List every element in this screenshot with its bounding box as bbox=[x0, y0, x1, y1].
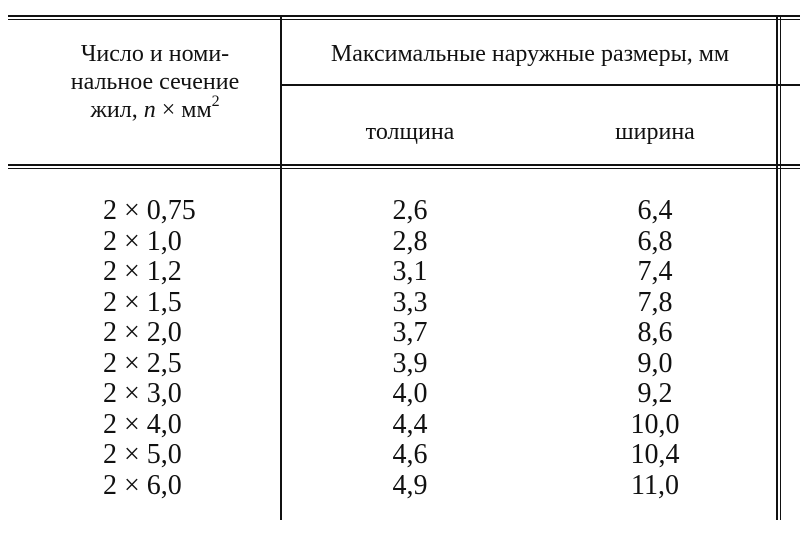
table-cell-width: 11,0 bbox=[631, 469, 679, 501]
section-column bbox=[103, 196, 273, 501]
table-cell-section: 2 × 4,0 bbox=[103, 408, 182, 440]
table-cell-thickness: 3,7 bbox=[392, 317, 428, 348]
width-column bbox=[600, 196, 710, 501]
table-cell-section: 2 × 3,0 bbox=[103, 378, 182, 409]
table-cell-thickness: 4,6 bbox=[392, 439, 428, 470]
table-cell-section: 2 × 1,5 bbox=[103, 286, 182, 318]
header-bottom-rule bbox=[8, 164, 800, 166]
table-cell-section: 2 × 0,75 bbox=[103, 195, 196, 226]
table-cell-section: 2 × 1,2 bbox=[103, 256, 182, 287]
table-cell-thickness: 2,8 bbox=[392, 225, 428, 257]
table-cell-width: 9,0 bbox=[637, 347, 673, 379]
table-cell-width: 7,8 bbox=[637, 286, 673, 318]
header-bottom-rule-inner bbox=[8, 168, 800, 169]
column-header-thickness: толщина bbox=[365, 119, 455, 145]
table-cell-thickness: 4,4 bbox=[392, 408, 428, 440]
group-header-rule bbox=[281, 84, 800, 86]
column-header-line-3-unit: × мм bbox=[155, 97, 212, 123]
table-cell-section: 2 × 2,5 bbox=[103, 347, 182, 379]
table-cell-thickness: 3,9 bbox=[392, 347, 428, 379]
table-cell-section: 2 × 6,0 bbox=[103, 469, 182, 501]
table-cell-thickness: 3,1 bbox=[392, 256, 428, 287]
table-cell-thickness: 4,0 bbox=[392, 378, 428, 409]
table-cell-thickness: 2,6 bbox=[392, 195, 428, 226]
table-cell-width: 10,4 bbox=[630, 439, 680, 470]
table-cell-section: 2 × 1,0 bbox=[103, 225, 182, 257]
column-header-line-3 bbox=[40, 93, 270, 124]
table-cell-section: 2 × 2,0 bbox=[103, 317, 182, 348]
column-header-width: ширина bbox=[615, 119, 695, 145]
table-cell-thickness: 3,3 bbox=[392, 286, 428, 318]
table-cell-width: 7,4 bbox=[637, 256, 673, 287]
column-divider-2 bbox=[776, 17, 778, 520]
column-header-line-2: нальное сечение bbox=[70, 69, 240, 95]
column-header-line-1: Число и номи- bbox=[80, 41, 230, 67]
table-cell-width: 6,4 bbox=[637, 195, 673, 226]
column-header-superscript: 2 bbox=[211, 93, 220, 110]
table-cell-width: 8,6 bbox=[637, 317, 673, 348]
column-divider-1 bbox=[280, 17, 282, 520]
top-rule-inner bbox=[8, 19, 800, 20]
column-divider-2-inner bbox=[780, 17, 781, 520]
table-cell-width: 10,0 bbox=[630, 408, 680, 440]
thickness-column bbox=[360, 196, 460, 501]
column-header-variable: n bbox=[143, 97, 156, 123]
column-group-header: Максимальные наружные размеры, мм bbox=[330, 41, 730, 67]
table-cell-width: 6,8 bbox=[637, 225, 673, 257]
table-cell-width: 9,2 bbox=[637, 378, 673, 409]
table-cell-section: 2 × 5,0 bbox=[103, 439, 182, 470]
column-header-line-3-prefix: жил, bbox=[90, 97, 144, 123]
column-header-section bbox=[40, 40, 270, 124]
top-rule bbox=[8, 15, 800, 17]
table-cell-thickness: 4,9 bbox=[392, 469, 428, 501]
